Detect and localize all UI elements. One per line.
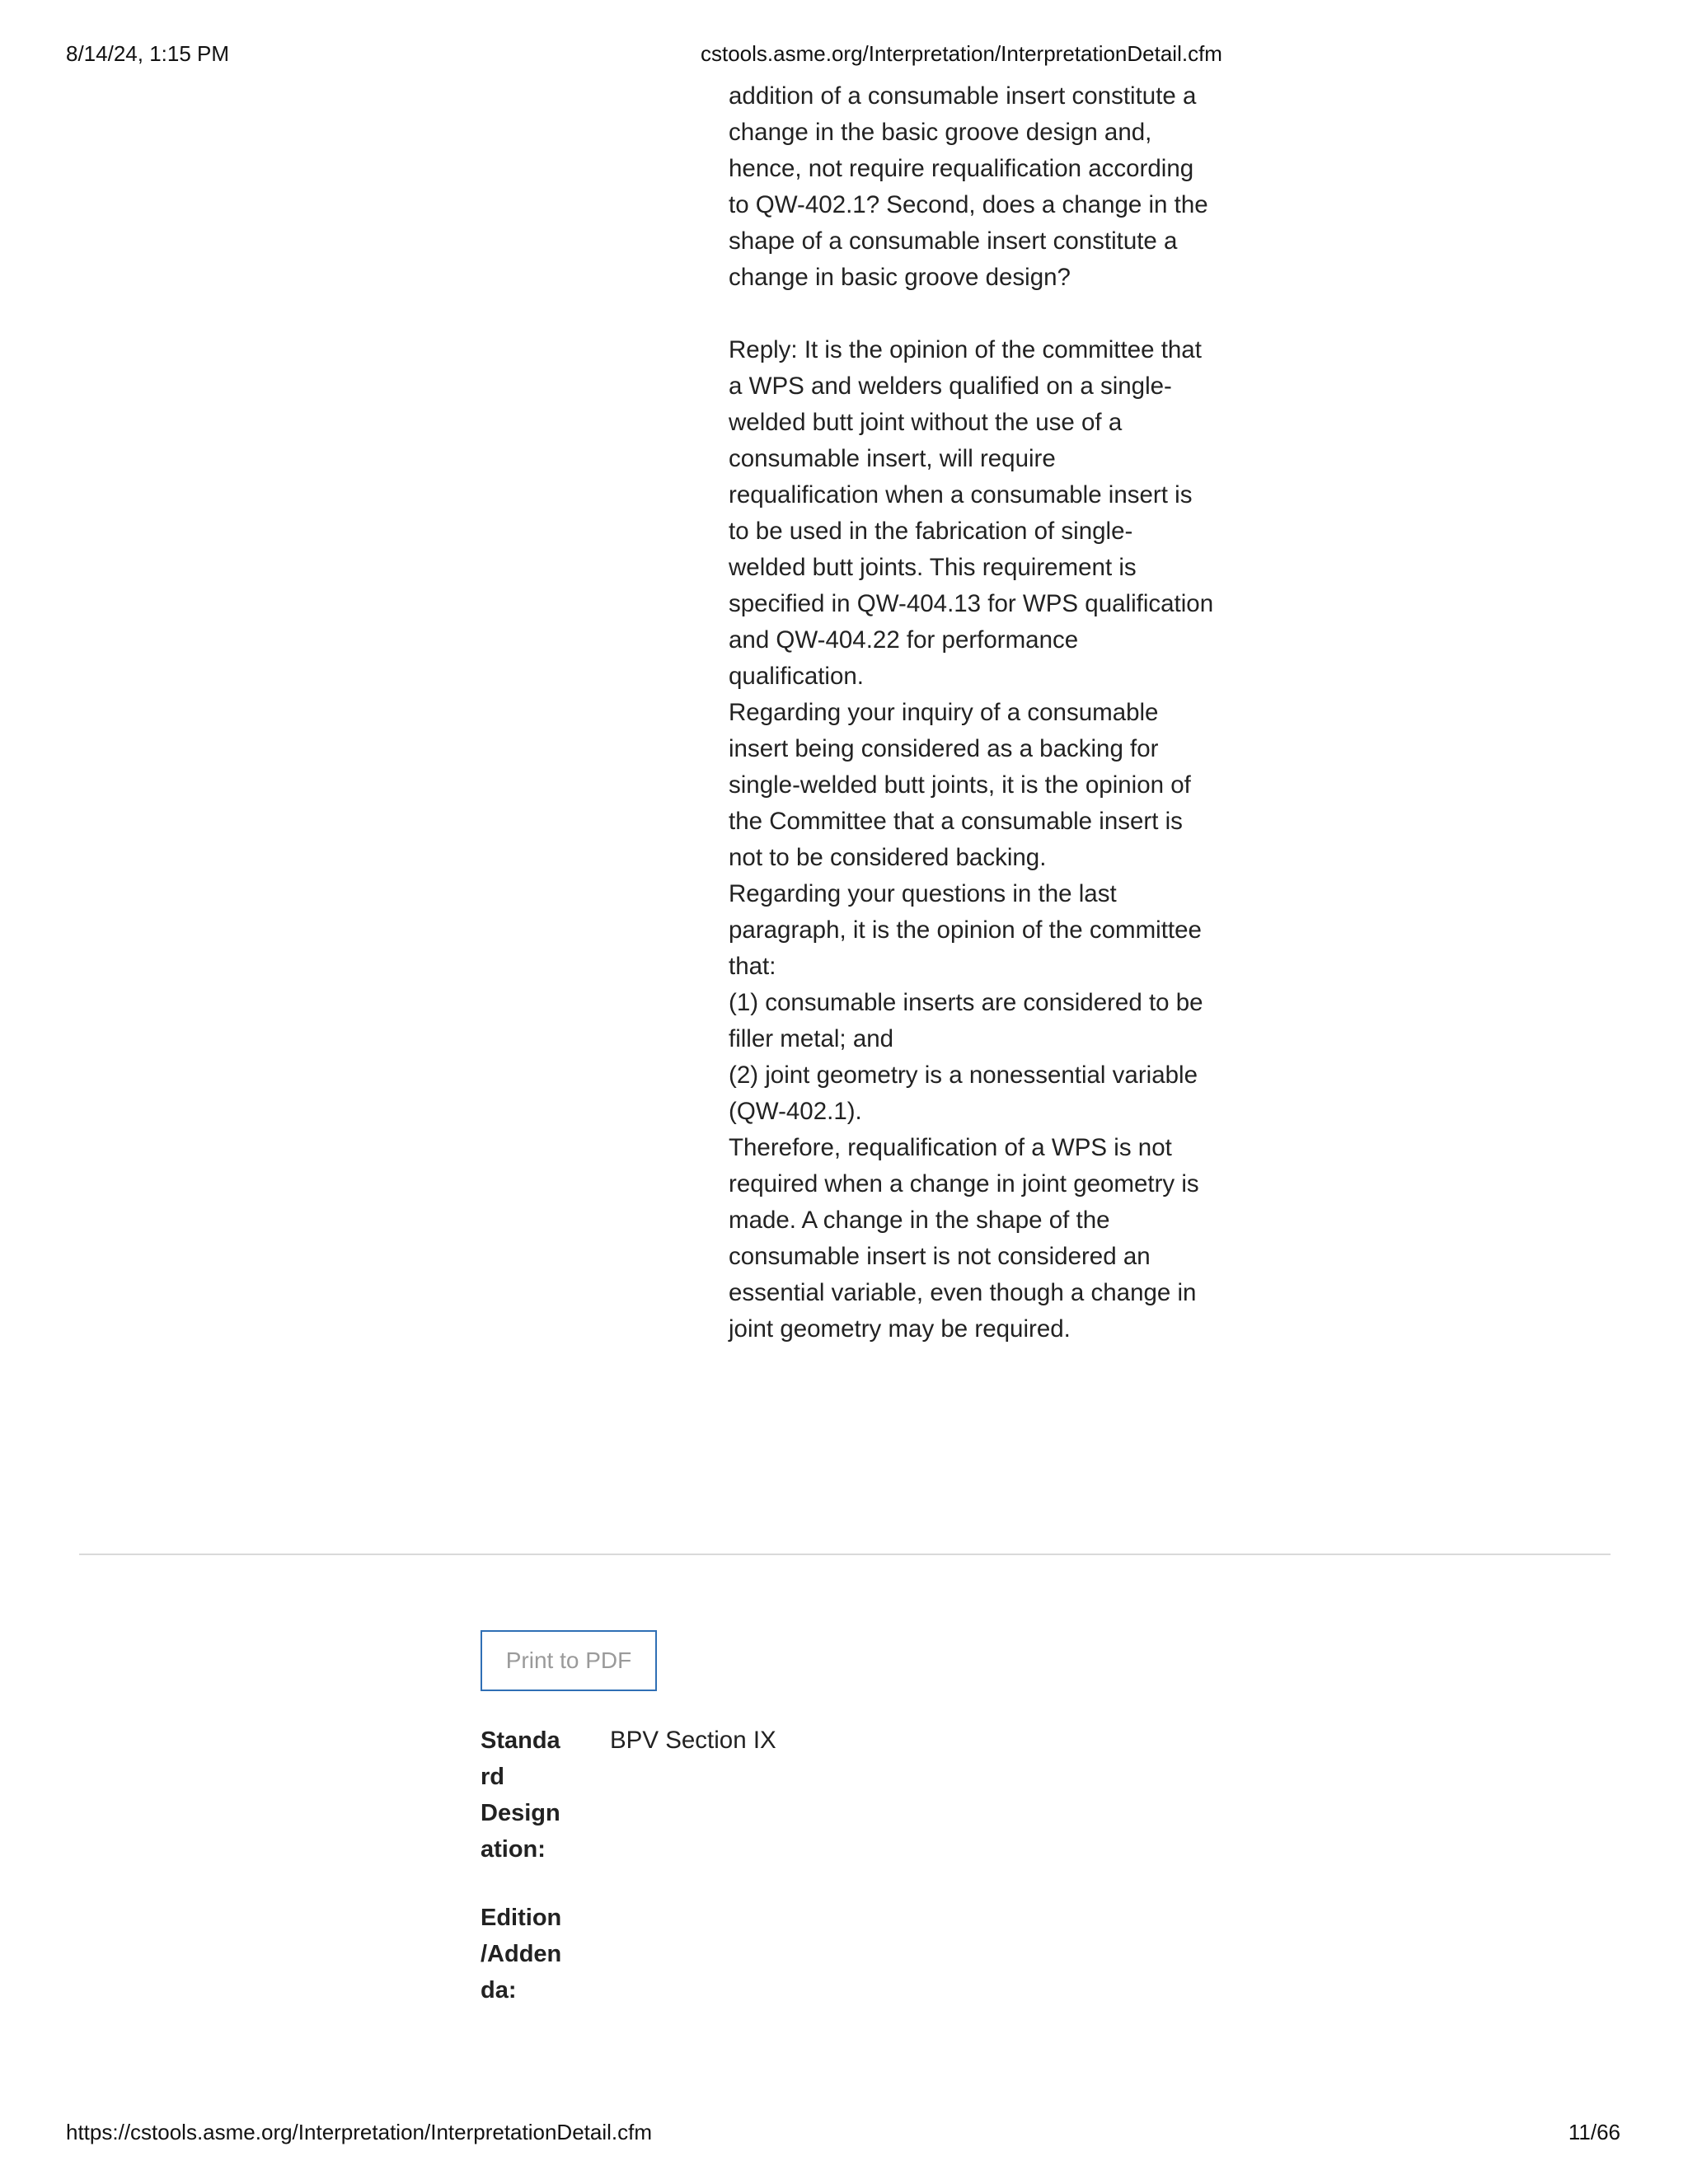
body-line: change in basic groove design? [729,264,1071,291]
print-footer-url: https://cstools.asme.org/Interpretation/InterpretationDetail.cfm [66,2120,653,2144]
body-line: addition of a consumable insert constitute a [729,82,1197,110]
body-line: filler metal; and [729,1025,894,1052]
body-line: hence, not require requalification according [729,155,1194,182]
body-line: Reply: It is the opinion of the committee that [729,336,1202,363]
standard-designation-value: BPV Section IX [610,1727,776,1754]
body-line: to be used in the fabrication of single- [729,518,1133,545]
body-line: single-welded butt joints, it is the opinion of [729,771,1191,799]
body-line: the Committee that a consumable insert is [729,808,1183,835]
body-line: that: [729,953,776,980]
body-line: change in the basic groove design and, [729,119,1152,146]
section-divider [79,1554,1611,1555]
body-line: Regarding your questions in the last [729,880,1117,907]
body-line: consumable insert is not considered an [729,1243,1151,1270]
body-line: consumable insert, will require [729,445,1056,472]
body-line: joint geometry may be required. [729,1315,1071,1343]
print-header-datetime: 8/14/24, 1:15 PM [66,41,230,66]
body-line: to QW-402.1? Second, does a change in the [729,191,1208,218]
body-line: paragraph, it is the opinion of the committee [729,916,1202,944]
body-line: welded butt joints. This requirement is [729,554,1137,581]
label-line: rd [481,1764,504,1790]
body-line: (2) joint geometry is a nonessential variable [729,1062,1198,1089]
label-line: da: [481,1977,517,2004]
print-footer-page-number: 11/66 [1568,2120,1620,2144]
print-header-url: cstools.asme.org/Interpretation/InterpretationDetail.cfm [701,41,1222,66]
body-line: essential variable, even though a change in [729,1279,1197,1306]
label-line: Edition [481,1905,562,1931]
body-line: Regarding your inquiry of a consumable [729,699,1159,726]
edition-addenda-label [481,1900,571,2008]
body-line: qualification. [729,663,864,690]
standard-designation-label [481,1722,571,1868]
label-line: Design [481,1800,560,1826]
body-line: insert being considered as a backing for [729,735,1159,762]
body-line: made. A change in the shape of the [729,1207,1110,1234]
label-line: /Adden [481,1941,562,1967]
body-line: Therefore, requalification of a WPS is not [729,1134,1172,1161]
body-line: requalification when a consumable insert is [729,481,1193,509]
body-line: specified in QW-404.13 for WPS qualification [729,590,1214,617]
body-line: required when a change in joint geometry is [729,1170,1199,1197]
label-line: ation: [481,1836,546,1863]
print-to-pdf-button[interactable]: Print to PDF [481,1630,657,1691]
body-line: welded butt joint without the use of a [729,409,1123,436]
label-line: Standa [481,1727,560,1754]
body-line: a WPS and welders qualified on a single- [729,373,1172,400]
body-line: (QW-402.1). [729,1098,862,1125]
body-line: not to be considered backing. [729,844,1047,871]
body-line: shape of a consumable insert constitute a [729,227,1178,255]
body-line: (1) consumable inserts are considered to be [729,989,1203,1016]
interpretation-body [729,78,1231,1347]
paragraph-gap [729,296,1231,332]
body-line: and QW-404.22 for performance [729,626,1079,654]
